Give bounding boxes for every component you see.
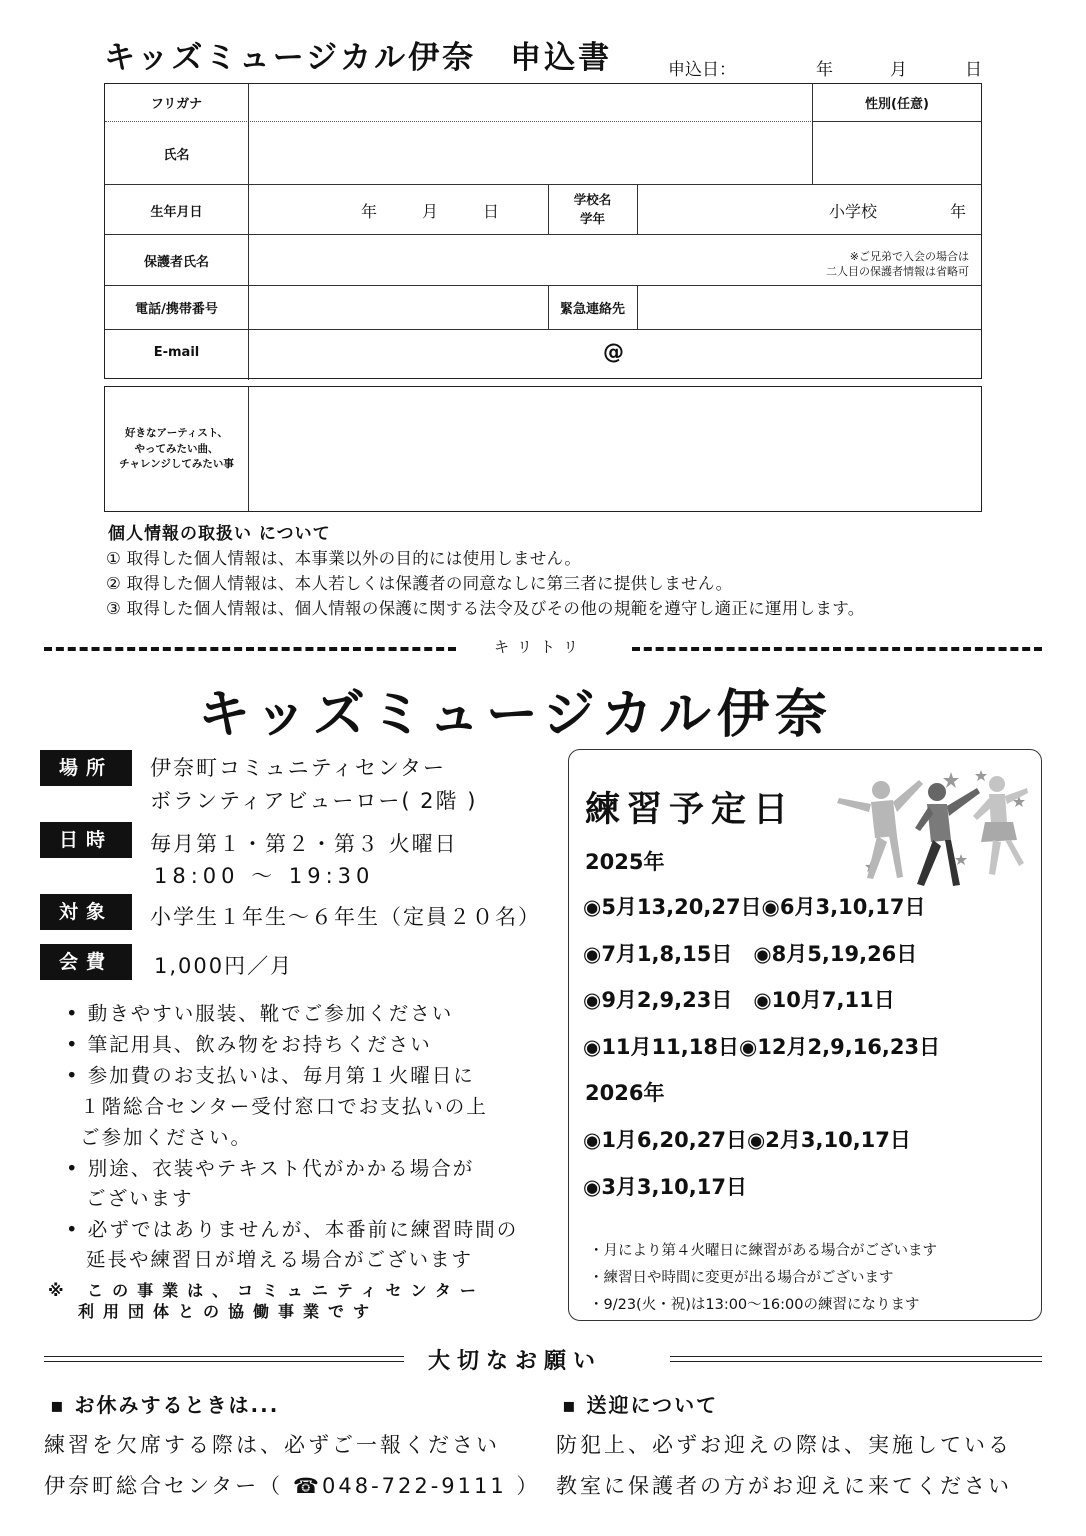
request-rule-left <box>44 1356 404 1362</box>
absence-contact: 伊奈町総合センター（ ☎048-722-9111 ） <box>44 1474 541 1498</box>
schedule-2025-row-3: ◉9月2,9,23日 ◉10月7,11日 <box>583 988 895 1012</box>
dancers-illustration <box>831 766 1031 891</box>
absence-heading: ▪ お休みするときは... <box>50 1393 280 1417</box>
email-label: E-mail <box>153 345 200 360</box>
name-label: 氏名 <box>163 148 190 163</box>
bullet-payment: • 参加費のお支払いは、毎月第１火曜日に <box>66 1064 475 1087</box>
pickup-heading: ▪ 送迎について <box>562 1393 719 1417</box>
schedule-title: 練習予定日 <box>585 790 796 830</box>
bullet-clothes: • 動きやすい服装、靴でご参加ください <box>66 1002 454 1025</box>
email-at-sign: @ <box>603 340 624 364</box>
place-line-2: ボランティアビューロー( 2階 ) <box>150 789 478 813</box>
guardian-name-input[interactable] <box>250 236 800 283</box>
name-input[interactable] <box>250 124 810 182</box>
bullet-extension-cont: 延長や練習日が増える場合がございます <box>86 1248 474 1271</box>
furigana-label: フリガナ <box>150 97 203 112</box>
grade-label: 学年 <box>579 211 605 226</box>
gender-label: 性別(任意) <box>865 97 929 112</box>
schedule-2026-row-1: ◉1月6,20,27日◉2月3,10,17日 <box>583 1128 911 1152</box>
privacy-item-1: ① 取得した個人情報は、本事業以外の目的には使用しません。 <box>106 549 582 568</box>
cut-label: キリトリ <box>494 638 587 656</box>
date-year-unit: 年 <box>816 60 833 80</box>
time-line-1: 毎月第１・第２・第３ 火曜日 <box>150 832 458 856</box>
fee-text: 1,000円／月 <box>154 954 294 978</box>
sibling-note <box>826 249 969 279</box>
request-title: 大切なお願い <box>428 1349 603 1374</box>
bullet-costume: • 別途、衣装やテキスト代がかかる場合が <box>66 1157 475 1180</box>
form-title: キッズミュージカル伊奈 申込書 <box>104 40 613 76</box>
wish-input[interactable] <box>250 389 980 509</box>
schedule-note-3: ・9/23(火・祝)は13:00〜16:00の練習になります <box>589 1297 920 1313</box>
schedule-note-2: ・練習日や時間に変更が出る場合がございます <box>589 1270 894 1286</box>
absence-text: 練習を欠席する際は、必ずご一報ください <box>44 1433 500 1457</box>
year-2025: 2025年 <box>585 850 665 874</box>
year-2026: 2026年 <box>585 1081 665 1105</box>
collaboration-note-1: ※ この事業は、コミュニティセンター <box>48 1281 485 1300</box>
pickup-text-2: 教室に保護者の方がお迎えに来てください <box>556 1474 1012 1498</box>
place-line-1: 伊奈町コミュニティセンター <box>150 756 447 780</box>
bullet-payment-cont-2: ご参加ください。 <box>80 1126 253 1149</box>
bullet-extension: • 必ずではありませんが、本番前に練習時間の <box>66 1218 519 1241</box>
flyer-title: キッズミュージカル伊奈 <box>198 685 833 745</box>
fee-tag: 会費 <box>40 944 132 980</box>
request-rule-right <box>670 1356 1042 1362</box>
cut-line-left <box>44 647 456 651</box>
pickup-text-1: 防犯上、必ずお迎えの際は、実施している <box>556 1433 1012 1457</box>
email-input[interactable] <box>250 332 980 377</box>
school-name-label: 学校名 <box>573 192 612 207</box>
target-tag: 対象 <box>40 894 132 930</box>
wish-box <box>104 386 982 512</box>
furigana-input[interactable] <box>250 86 810 120</box>
bullet-payment-cont-1: １階総合センター受付窓口でお支払いの上 <box>80 1095 488 1118</box>
sibling-note-line-2: 二人目の保護者情報は省略可 <box>826 265 969 278</box>
date-day-unit: 日 <box>965 60 982 80</box>
date-month-unit: 月 <box>890 60 907 80</box>
phone-input[interactable] <box>250 287 546 327</box>
birthdate-label: 生年月日 <box>150 205 203 220</box>
schedule-2025-row-1: ◉5月13,20,27日◉6月3,10,17日 <box>583 895 926 919</box>
time-line-2: 18:00 ～ 19:30 <box>154 864 375 888</box>
emergency-contact-label: 緊急連絡先 <box>559 302 625 317</box>
gender-input[interactable] <box>814 124 980 182</box>
bullet-supplies: • 筆記用具、飲み物をお持ちください <box>66 1033 432 1056</box>
schedule-2025-row-4: ◉11月11,18日◉12月2,9,16,23日 <box>583 1035 941 1059</box>
birth-day-unit: 日 <box>483 202 500 221</box>
date-label: 申込日： <box>668 60 736 80</box>
bullet-costume-cont: ございます <box>86 1187 194 1210</box>
birth-year-unit: 年 <box>361 202 378 221</box>
schedule-note-1: ・月により第４火曜日に練習がある場合がございます <box>589 1243 937 1259</box>
time-tag: 日時 <box>40 822 132 858</box>
application-form <box>104 83 982 379</box>
birth-month-unit: 月 <box>422 202 439 221</box>
cut-line-right <box>632 647 1042 651</box>
privacy-item-2: ② 取得した個人情報は、本人若しくは保護者の同意なしに第三者に提供しません。 <box>106 574 733 593</box>
schedule-box <box>568 749 1042 1321</box>
privacy-heading: 個人情報の取扱い について <box>108 524 331 544</box>
phone-label: 電話/携帯番号 <box>135 302 218 317</box>
collaboration-note-2: 利用団体との協働事業です <box>78 1302 379 1321</box>
wish-label-line-1: 好きなアーティスト、 <box>125 427 228 439</box>
privacy-item-3: ③ 取得した個人情報は、個人情報の保護に関する法令及びその他の規範を遵守し適正に運用します。 <box>106 599 865 618</box>
schedule-2025-row-2: ◉7月1,8,15日 ◉8月5,19,26日 <box>583 942 918 966</box>
wish-label <box>105 426 248 473</box>
sibling-note-line-1: ※ご兄弟で入会の場合は <box>849 250 969 263</box>
wish-label-line-3: チャレンジしてみたい事 <box>119 458 234 470</box>
emergency-contact-input[interactable] <box>639 287 979 327</box>
place-tag: 場所 <box>40 750 132 786</box>
school-unit: 小学校 <box>829 202 878 221</box>
guardian-name-label: 保護者氏名 <box>143 255 209 270</box>
schedule-2026-row-2: ◉3月3,10,17日 <box>583 1175 747 1199</box>
wish-label-line-2: やってみたい曲、 <box>134 442 219 455</box>
grade-unit: 年 <box>950 202 967 221</box>
target-text: 小学生１年生～６年生（定員２０名） <box>150 905 541 929</box>
